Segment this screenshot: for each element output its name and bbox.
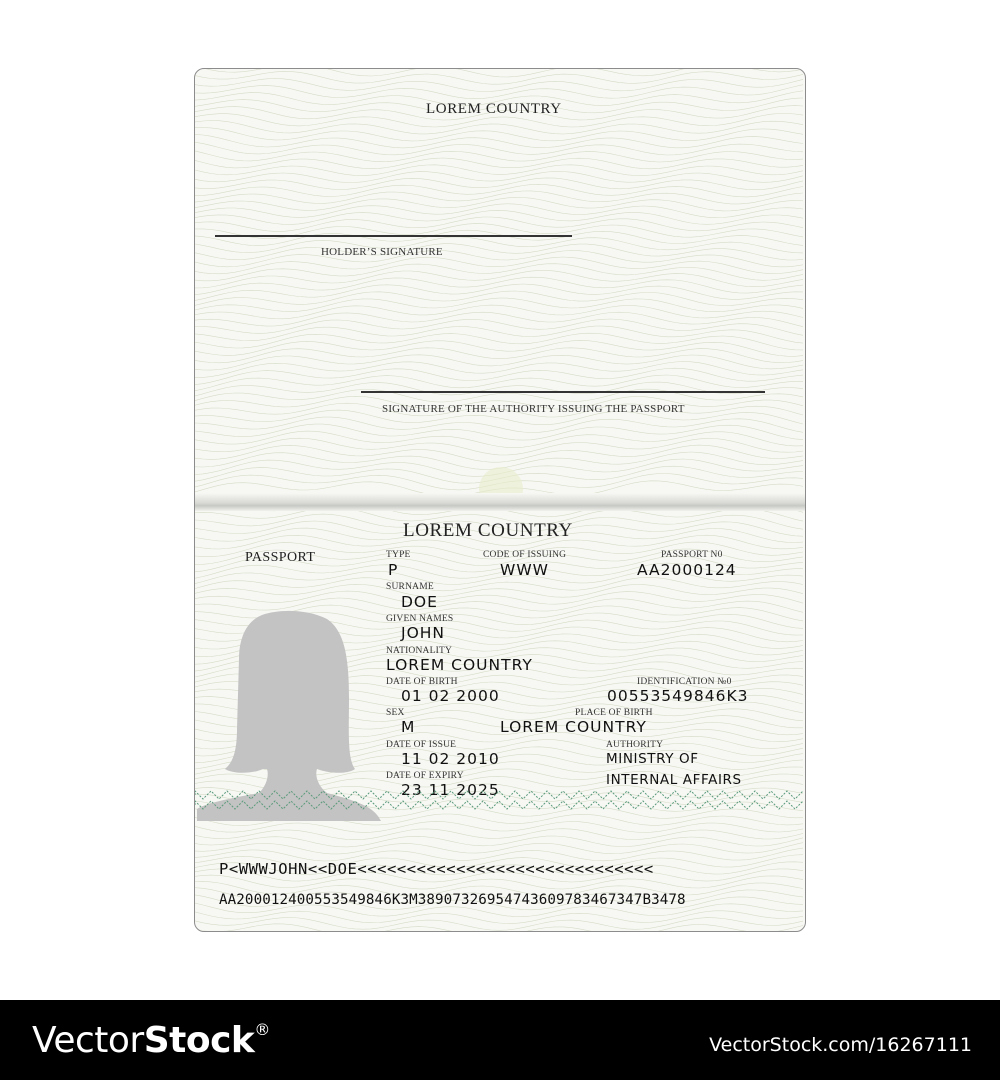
- guilloche-line: [195, 362, 803, 378]
- guilloche-line: [195, 178, 803, 190]
- place-of-birth-label: PLACE OF BIRTH: [575, 708, 653, 718]
- security-wave-band: [195, 783, 806, 823]
- guilloche-line: [195, 911, 803, 924]
- guilloche-line: [195, 264, 803, 281]
- date-of-birth-label: DATE OF BIRTH: [386, 677, 458, 687]
- passport-number-label: PASSPORT N0: [661, 550, 723, 560]
- authority-signature-label: SIGNATURE OF THE AUTHORITY ISSUING THE PASSPORT: [382, 403, 685, 415]
- surname-label: SURNAME: [386, 582, 434, 592]
- guilloche-line: [195, 305, 803, 319]
- surname-value: DOE: [401, 593, 438, 611]
- nationality-value: LOREM COUNTRY: [386, 656, 533, 674]
- guilloche-line: [195, 355, 803, 370]
- guilloche-line: [195, 829, 803, 840]
- guilloche-line: [195, 326, 803, 343]
- brand-registered: ®: [254, 1020, 270, 1039]
- guilloche-line: [195, 843, 803, 854]
- watermark-image-id: VectorStock.com/16267111: [709, 1034, 972, 1056]
- guilloche-line: [195, 445, 803, 462]
- identification-number-value: 00553549846K3: [607, 687, 749, 705]
- date-of-birth-value: 01 02 2000: [401, 687, 500, 705]
- guilloche-line: [195, 924, 803, 932]
- guilloche-line: [195, 71, 803, 84]
- guilloche-line: [195, 298, 803, 312]
- brand-bold: Stock: [143, 1020, 255, 1061]
- authority-label: AUTHORITY: [606, 740, 664, 750]
- guilloche-line: [195, 158, 803, 169]
- guilloche-line: [195, 134, 803, 148]
- guilloche-line: [195, 821, 803, 832]
- page-fold: [195, 493, 806, 511]
- date-of-expiry-label: DATE OF EXPIRY: [386, 771, 464, 781]
- guilloche-line: [195, 348, 803, 363]
- sex-value: M: [401, 718, 416, 736]
- nationality-label: NATIONALITY: [386, 646, 453, 656]
- document-title: PASSPORT: [245, 550, 316, 565]
- type-value: P: [388, 561, 399, 579]
- guilloche-line: [195, 836, 803, 847]
- issuing-code-value: WWW: [500, 561, 549, 579]
- guilloche-line: [195, 340, 803, 356]
- guilloche-line: [195, 375, 803, 391]
- passport-number-value: AA2000124: [637, 561, 737, 579]
- guilloche-line: [195, 128, 803, 141]
- guilloche-line: [195, 79, 803, 92]
- guilloche-line: [195, 191, 803, 204]
- date-of-issue-value: 11 02 2010: [401, 750, 500, 768]
- data-country-title: LOREM COUNTRY: [403, 520, 573, 541]
- authority-value-line1: MINISTRY OF: [606, 751, 699, 767]
- type-label: TYPE: [386, 550, 411, 560]
- guilloche-line: [195, 85, 803, 99]
- place-of-birth-value: LOREM COUNTRY: [500, 718, 647, 736]
- authority-value-line2: INTERNAL AFFAIRS: [606, 772, 742, 788]
- guilloche-line: [195, 591, 803, 604]
- guilloche-line: [195, 250, 803, 266]
- guilloche-line: [195, 333, 803, 350]
- passport-spread: [194, 68, 806, 932]
- watermark-footer: [0, 1000, 1000, 1080]
- given-names-label: GIVEN NAMES: [386, 614, 454, 624]
- holder-signature-line: [215, 235, 572, 237]
- watermark-brand: [32, 1020, 270, 1061]
- guilloche-line: [195, 312, 803, 327]
- guilloche-line: [195, 319, 803, 335]
- sex-label: SEX: [386, 708, 405, 718]
- given-names-value: JOHN: [401, 624, 446, 642]
- brand-regular: Vector: [32, 1020, 144, 1061]
- guilloche-line: [195, 69, 803, 77]
- mrz-line-1: P<WWWJOHN<<DOE<<<<<<<<<<<<<<<<<<<<<<<<<<<<<<: [219, 860, 654, 878]
- top-country-title: LOREM COUNTRY: [426, 101, 562, 117]
- date-of-issue-label: DATE OF ISSUE: [386, 740, 457, 750]
- identification-number-label: IDENTIFICATION №0: [637, 677, 732, 687]
- mrz-line-2: AA200012400553549846K3M38907326954743609783467347B3478: [219, 892, 686, 908]
- guilloche-line: [195, 584, 803, 597]
- guilloche-line: [195, 270, 803, 288]
- guilloche-line: [195, 204, 803, 218]
- holder-signature-label: HOLDER’S SIGNATURE: [321, 246, 443, 258]
- issuing-code-label: CODE OF ISSUING: [483, 550, 567, 560]
- authority-signature-line: [361, 391, 765, 393]
- date-of-expiry-value: 23 11 2025: [401, 781, 500, 799]
